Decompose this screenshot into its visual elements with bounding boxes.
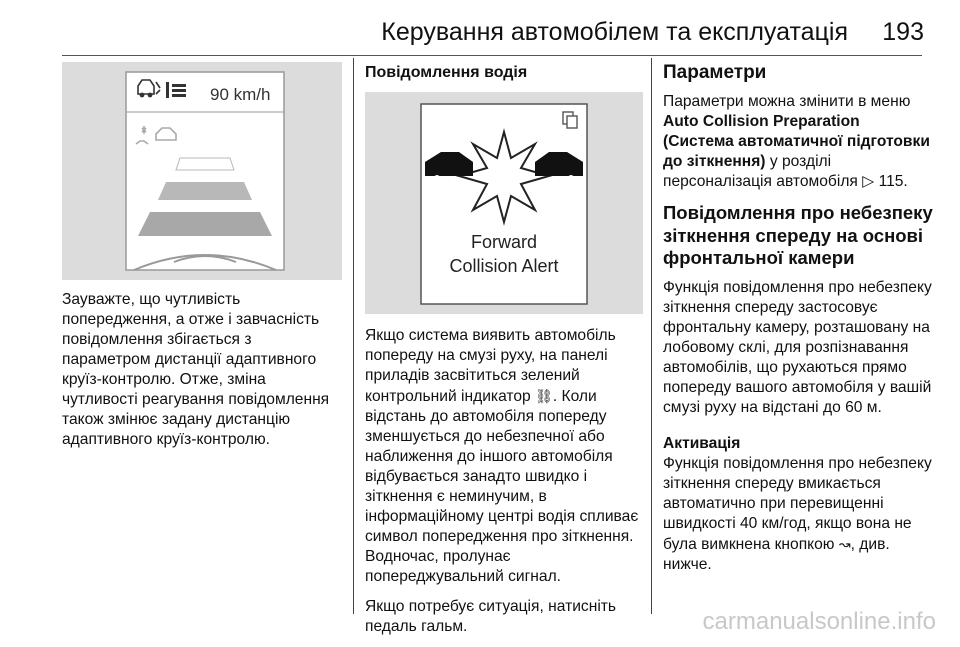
page-ref-icon: ▷ <box>862 173 875 190</box>
alert-line-2: Collision Alert <box>449 256 559 276</box>
page-ref: 115. <box>878 173 908 190</box>
col3-paragraph-3 <box>663 454 933 575</box>
parameters-heading: Параметри <box>663 62 767 83</box>
col3-p1-start: Параметри можна змінити в меню <box>663 93 911 110</box>
alert-line-1: Forward <box>470 232 538 252</box>
cluster-speed: 90 km/h <box>210 85 271 104</box>
collision-alert-button-icon: ↝ <box>838 535 851 552</box>
cluster-display-illustration <box>62 62 342 280</box>
forward-collision-alert-illustration <box>365 92 643 314</box>
col3-p1-mid: у розділі персоналізація автомобіля <box>663 153 858 190</box>
column-divider-1 <box>353 58 354 614</box>
col2-p1-start: Якщо система виявить автомобіль попереду на смузі руху, на панелі приладів засвітиться зелений контрольний індикатор <box>365 327 616 405</box>
watermark: carmanualsonline.info <box>702 608 936 635</box>
header-rule <box>62 55 922 56</box>
driver-alert-heading: Повідомлення водія <box>365 64 528 81</box>
column-2 <box>365 62 643 647</box>
column-divider-2 <box>651 58 652 614</box>
column-1 <box>62 62 344 460</box>
col3-p3-end: , див. нижче. <box>663 535 890 573</box>
camera-alert-heading: Повідомлення про небезпеку зіткнення спереду на основі фронтальної камери <box>663 202 933 268</box>
header-title: Керування автомобілем та експлуатація <box>381 18 848 46</box>
page-header <box>0 0 960 56</box>
col2-paragraph-2: Якщо потребує ситуація, натисніть педаль гальм. <box>365 598 617 635</box>
column-3 <box>663 62 933 585</box>
alert-figure <box>365 92 643 314</box>
cluster-figure <box>62 62 342 280</box>
col1-paragraph: Зауважте, що чутливість попередження, а отже і завчасність повідомлення збігається з параметром дистанції адаптивного круїз-контролю. Отже, зміна чутливості реагування повідомлення також змінює задану дистанцію адаптивного круїз-контролю. <box>62 291 330 448</box>
col2-p1-end: . Коли відстань до автомобіля попереду зменшується до небезпечної або наближення до іншого автомобіля відбувається занадто швидко і зіткнення є неминучим, в інформаційному центрі водія спливає символ попередження про зіткнення. Водночас, пролунає попереджувальний сигнал. <box>365 388 639 585</box>
col2-paragraph-1 <box>365 326 643 587</box>
menu-path: Auto Collision Preparation (Система автоматичної підготовки до зіткнення) <box>663 113 930 170</box>
col3-paragraph-2: Функція повідомлення про небезпеку зіткнення спереду застосовує фронтальну камеру, розташовану на лобовому склі, для розпізнавання автомобілів, що рухаються прямо попереду вашого автомобіля у вашій смузі руху на відстані до 60 м. <box>663 278 932 416</box>
col3-paragraph-1 <box>663 92 933 192</box>
vehicle-ahead-indicator-icon: ⛓ <box>535 388 553 404</box>
col3-p3-start: Функція повідомлення про небезпеку зіткнення спереду вмикається автоматично при перевищенні швидкості 40 км/год, якщо вона не була вимкнена кнопкою <box>663 454 932 553</box>
activation-heading: Активація <box>663 434 741 452</box>
page-number: 193 <box>882 18 924 46</box>
distance-bars-icon <box>166 82 186 98</box>
